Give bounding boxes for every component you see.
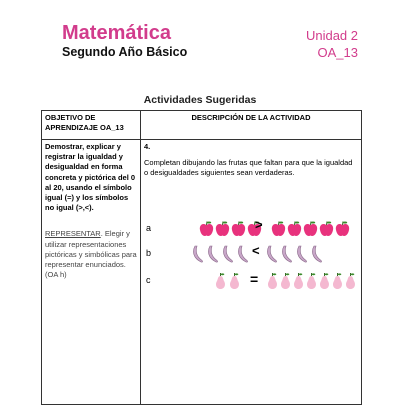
comparison-symbol: = [250, 271, 259, 287]
activity-instruction: Completan dibujando las frutas que faltan para que la igualdad o desigualdades siguientes sean verdaderas. [144, 158, 353, 178]
representar-paragraph [45, 229, 137, 280]
apple-icon [287, 220, 302, 241]
unit-label: Unidad 2 [305, 28, 358, 43]
apple-icon [215, 220, 230, 241]
description-cell [141, 140, 362, 405]
row-label: b [146, 248, 152, 258]
description-header: DESCRIPCIÓN DE LA ACTIVIDAD [141, 111, 362, 140]
exercise-row-a [141, 218, 361, 240]
table-row [42, 140, 362, 405]
apple-icon [319, 220, 334, 241]
representar-text: . Elegir y utilizar representaciones pictóricas y simbólicas para representar enunciados. (OA h) [45, 229, 137, 280]
activity-number: 4. [144, 142, 151, 151]
banana-icon [191, 245, 206, 266]
pear-icon [213, 272, 228, 293]
comparison-symbol: < [252, 243, 260, 258]
page-subtitle: Segundo Año Básico [62, 45, 188, 59]
apple-icon [199, 220, 214, 241]
banana-icon [236, 245, 251, 266]
banana-icon [206, 245, 221, 266]
exercise-row-b [141, 243, 361, 265]
oa-label: OA_13 [317, 45, 358, 60]
apple-icon [335, 220, 350, 241]
comparison-symbol: > [255, 217, 263, 232]
section-title: Actividades Sugeridas [143, 94, 257, 106]
objective-cell [42, 140, 141, 405]
apple-icon [271, 220, 286, 241]
table-header-row [42, 111, 362, 140]
row-label: a [146, 223, 152, 233]
banana-icon [221, 245, 236, 266]
objective-text: Demostrar, explicar y registrar la igualdad y desigualdad en forma concreta y pictórica del 0 al 20, usando el símbolo igual (=) y los símbolos no igual (>,<). [45, 142, 136, 213]
page-title: Matemática [62, 22, 171, 44]
banana-icon [265, 245, 280, 266]
banana-icon [280, 245, 295, 266]
activity-table [41, 110, 362, 405]
pear-icon [343, 272, 358, 293]
apple-icon [231, 220, 246, 241]
apple-icon [303, 220, 318, 241]
objective-header: OBJETIVO DE APRENDIZAJE OA_13 [42, 111, 141, 140]
row-label: c [146, 275, 151, 285]
banana-icon [310, 245, 325, 266]
representar-word: REPRESENTAR [45, 229, 101, 239]
banana-icon [295, 245, 310, 266]
pear-icon [227, 272, 242, 293]
exercise-row-c [141, 270, 361, 292]
